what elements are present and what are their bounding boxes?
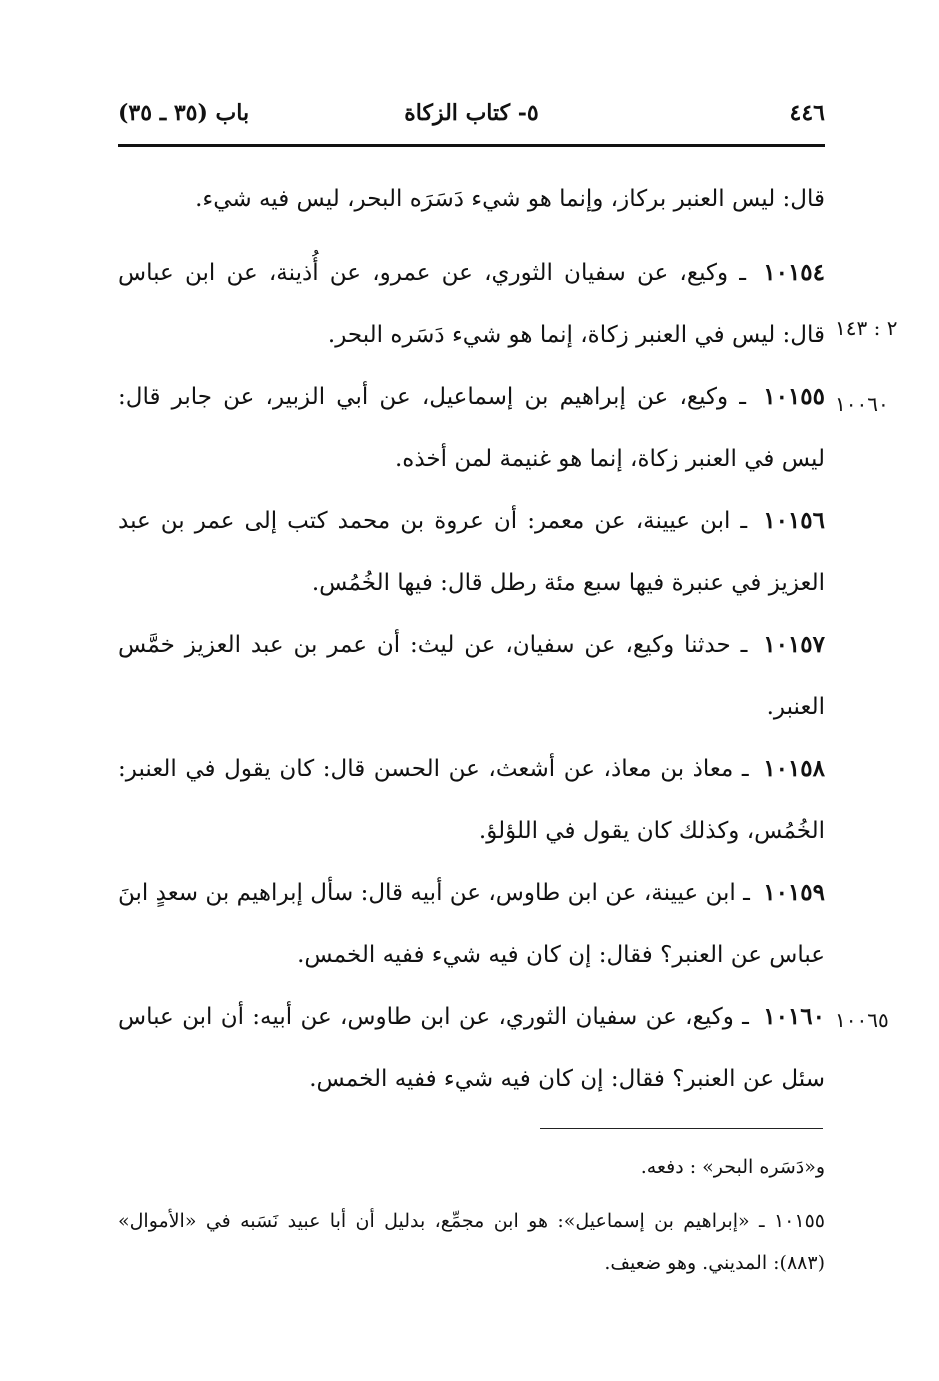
chapter-label: باب (٣٥ ـ ٣٥) (118, 100, 250, 126)
hadith-10156 (118, 490, 825, 614)
hadith-text: ـ وكيع، عن إبراهيم بن إسماعيل، عن أبي الزبير، عن جابر قال: ليس في العنبر زكاة، إنما هو غنيمة لمن أخذه. (118, 384, 825, 472)
hadith-number: ١٠١٥٥ (763, 383, 825, 410)
margin-note: ٢ : ١٤٣ (835, 316, 898, 340)
hadith-text: ـ وكيع، عن سفيان الثوري، عن عمرو، عن أُذينة، عن ابن عباس قال: ليس في العنبر زكاة، إنما هو شيء دَسَره البحر. (118, 260, 825, 348)
paragraph (118, 168, 825, 230)
footnote (118, 1200, 825, 1284)
hadith-10155 (118, 366, 825, 490)
page-header (118, 96, 825, 136)
page-number: ٤٤٦ (789, 100, 825, 126)
paragraph-text: قال: ليس العنبر بركاز، وإنما هو شيء دَسَرَه البحر، ليس فيه شيء. (195, 186, 825, 212)
margin-note: ١٠٠٦٥ (835, 1008, 889, 1032)
hadith-10160 (118, 986, 825, 1110)
hadith-number: ١٠١٥٦ (763, 507, 825, 534)
hadith-10154 (118, 242, 825, 366)
hadith-number: ١٠١٦٠ (763, 1003, 825, 1030)
hadith-text: ـ وكيع، عن سفيان الثوري، عن ابن طاوس، عن أبيه: أن ابن عباس سئل عن العنبر؟ فقال: إن كان فيه شيء ففيه الخمس. (118, 1004, 825, 1092)
hadith-10157 (118, 614, 825, 738)
footnote-text: و«دَسَره البحر» : دفعه. (640, 1156, 825, 1178)
footnote (118, 1146, 825, 1188)
hadith-text: ـ ابن عيينة، عن معمر: أن عروة بن محمد كتب إلى عمر بن عبد العزيز في عنبرة فيها سبع مئة رطل قال: فيها الخُمُس. (118, 508, 825, 596)
hadith-text: ـ حدثنا وكيع، عن سفيان، عن ليث: أن عمر بن عبد العزيز خمَّس العنبر. (118, 632, 825, 720)
hadith-10159 (118, 862, 825, 986)
hadith-text: ـ معاذ بن معاذ، عن أشعث، عن الحسن قال: كان يقول في العنبر: الخُمُس، وكذلك كان يقول في اللؤلؤ. (118, 756, 825, 844)
book-title: ٥- كتاب الزكاة (404, 100, 539, 126)
hadith-number: ١٠١٥٤ (763, 259, 826, 286)
hadith-10158 (118, 738, 825, 862)
hadith-number: ١٠١٥٨ (763, 755, 825, 782)
margin-note: ١٠٠٦٠ (835, 392, 889, 416)
footnote-rule (540, 1128, 823, 1129)
header-rule (118, 144, 825, 147)
hadith-text: ـ ابن عيينة، عن ابن طاوس، عن أبيه قال: سأل إبراهيم بن سعدٍ ابنَ عباس عن العنبر؟ فقال: إن كان فيه شيء ففيه الخمس. (118, 880, 825, 968)
hadith-number: ١٠١٥٧ (763, 631, 825, 658)
footnote-text: ١٠١٥٥ ـ «إبراهيم بن إسماعيل»: هو ابن مجمِّع، بدليل أن أبا عبيد نَسَبه في «الأموال» (٨٨٣): المديني. وهو ضعيف. (118, 1210, 825, 1274)
hadith-number: ١٠١٥٩ (763, 879, 825, 906)
